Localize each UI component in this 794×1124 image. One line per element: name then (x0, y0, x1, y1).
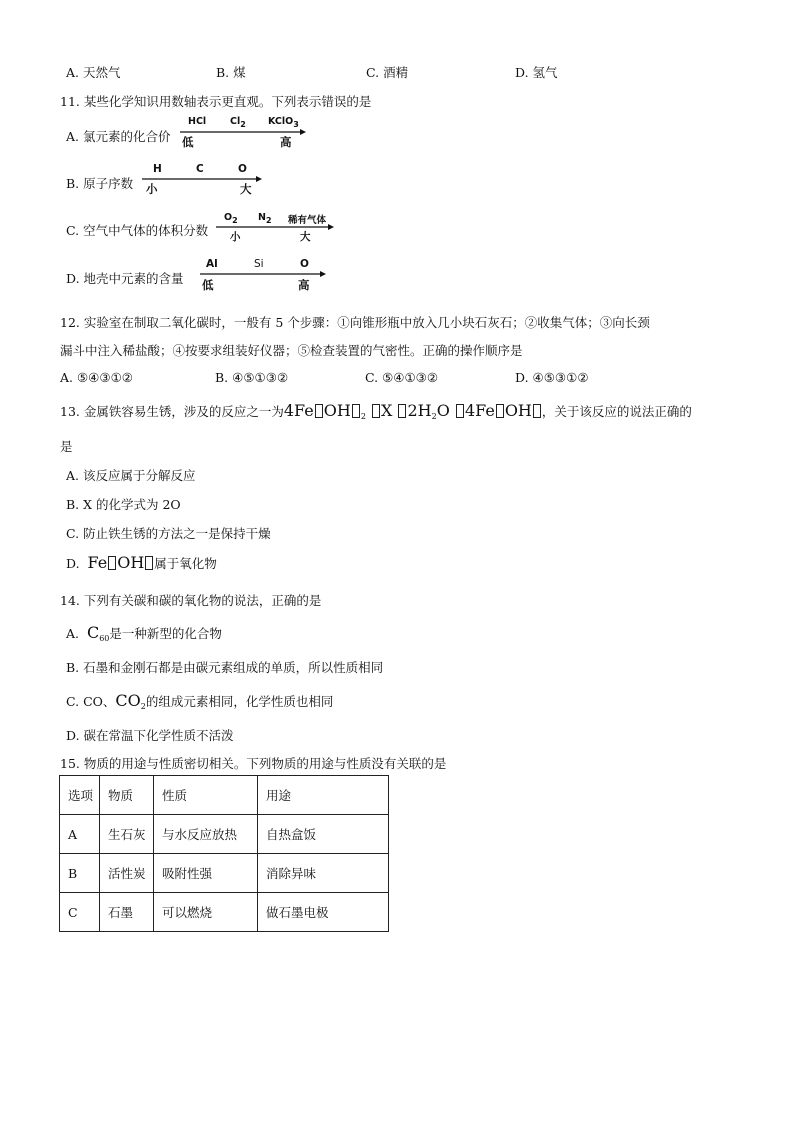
q12-option-c: C. ⑤④①③② (365, 370, 439, 385)
q11-a-bottom-low: 低 (182, 135, 194, 149)
table-cell: A (60, 815, 100, 854)
q13-option-b: B. X 的化学式为 2O (66, 497, 181, 512)
table-cell: 吸附性强 (154, 854, 258, 893)
q12-stem-line-2: 漏斗中注入稀盐酸；④按要求组装好仪器；⑤检查装置的气密性。正确的操作顺序是 (60, 343, 523, 358)
table-cell: C (60, 893, 100, 932)
q14-option-c: C. CO、$CO_2$的组成元素相同，化学性质也相同 (66, 691, 334, 711)
table-row (60, 893, 389, 932)
q10-option-a: A. 天然气 (66, 65, 121, 80)
q11-option-d-number-line (198, 256, 330, 294)
table-cell: 可以燃烧 (154, 893, 258, 932)
q11-b-bottom-large: 大 (240, 182, 252, 196)
q11-a-top-1: HCl (188, 116, 207, 127)
table-cell: 生石灰 (100, 815, 154, 854)
q14-option-d: D. 碳在常温下化学性质不活泼 (66, 728, 234, 743)
table-cell: 消除异味 (258, 854, 389, 893)
q11-option-d-label: D. 地壳中元素的含量 (66, 271, 184, 286)
q11-b-top-2: C (196, 163, 204, 175)
table-header-option: 选项 (60, 776, 100, 815)
q11-option-c-number-line (214, 210, 338, 246)
table-header-use: 用途 (258, 776, 389, 815)
q11-option-c-label: C. 空气中气体的体积分数 (66, 223, 209, 238)
q11-a-top-2: $Cl_2$ (230, 116, 246, 129)
q14-option-b: B. 石墨和金刚石都是由碳元素组成的单质，所以性质相同 (66, 660, 384, 675)
q10-option-b: B. 煤 (216, 65, 246, 80)
table-row (60, 815, 389, 854)
q13-stem-suffix: ，关于该反应的说法正确的 (541, 404, 692, 419)
q11-option-b-number-line (140, 161, 265, 197)
q15-stem: 15. 物质的用途与性质密切相关。下列物质的用途与性质没有关联的是 (60, 756, 447, 771)
q11-c-top-3: 稀有气体 (288, 215, 327, 226)
q11-b-top-3: O (238, 163, 247, 175)
table-header-row (60, 776, 389, 815)
q14-option-a: A. $C_{60}$是一种新型的化合物 (66, 623, 222, 643)
q13-stem-line-1 (60, 401, 692, 421)
q13-stem-prefix: 13. 金属铁容易生锈，涉及的反应之一为 (60, 404, 284, 419)
q11-c-bottom-small: 小 (230, 231, 241, 243)
q13-option-c: C. 防止铁生锈的方法之一是保持干燥 (66, 526, 271, 541)
table-cell: 石墨 (100, 893, 154, 932)
table-cell: 自热盒饭 (258, 815, 389, 854)
q12-option-a: A. ⑤④③①② (60, 370, 134, 385)
q11-b-bottom-small: 小 (146, 182, 158, 196)
q13-equation: 4Fe OH $_2$ X $2H_2O$ 4Fe OH (284, 401, 542, 420)
q10-option-c: C. 酒精 (366, 65, 409, 80)
table-cell: 与水反应放热 (154, 815, 258, 854)
q11-option-a-number-line (178, 114, 308, 150)
q13-option-a: A. 该反应属于分解反应 (66, 468, 196, 483)
q11-option-a-label: A. 氯元素的化合价 (66, 129, 171, 144)
q11-a-bottom-high: 高 (280, 135, 292, 149)
q11-d-top-1: Al (206, 258, 218, 270)
q11-option-b-label: B. 原子序数 (66, 176, 134, 191)
q11-c-top-1: $O_2$ (224, 212, 238, 225)
q13-stem-line-2: 是 (60, 439, 73, 454)
q11-d-top-2: Si (254, 258, 264, 270)
table-cell: 活性炭 (100, 854, 154, 893)
q13-option-d: D. Fe OH 属于氧化物 (66, 553, 217, 572)
q11-d-bottom-low: 低 (202, 278, 214, 292)
table-header-substance: 物质 (100, 776, 154, 815)
table-cell: 做石墨电极 (258, 893, 389, 932)
q11-d-bottom-high: 高 (298, 278, 310, 292)
q11-stem: 11. 某些化学知识用数轴表示更直观。下列表示错误的是 (60, 94, 372, 109)
q10-option-d: D. 氢气 (515, 65, 558, 80)
q11-c-bottom-large: 大 (300, 231, 311, 243)
table-cell: B (60, 854, 100, 893)
table-row (60, 854, 389, 893)
q12-stem-line-1: 12. 实验室在制取二氧化碳时，一般有 5 个步骤：①向锥形瓶中放入几小块石灰石；②收集气体；③向长颈 (60, 315, 650, 330)
q11-c-top-2: $N_2$ (258, 212, 272, 225)
q11-b-top-1: H (153, 163, 162, 175)
q15-table (59, 775, 389, 932)
q11-d-top-3: O (300, 258, 309, 270)
q12-option-b: B. ④⑤①③② (215, 370, 289, 385)
table-header-property: 性质 (154, 776, 258, 815)
q12-option-d: D. ④⑤③①② (515, 370, 589, 385)
q11-a-top-3: KClO$_3$ (268, 116, 299, 129)
q14-stem: 14. 下列有关碳和碳的氧化物的说法，正确的是 (60, 593, 322, 608)
